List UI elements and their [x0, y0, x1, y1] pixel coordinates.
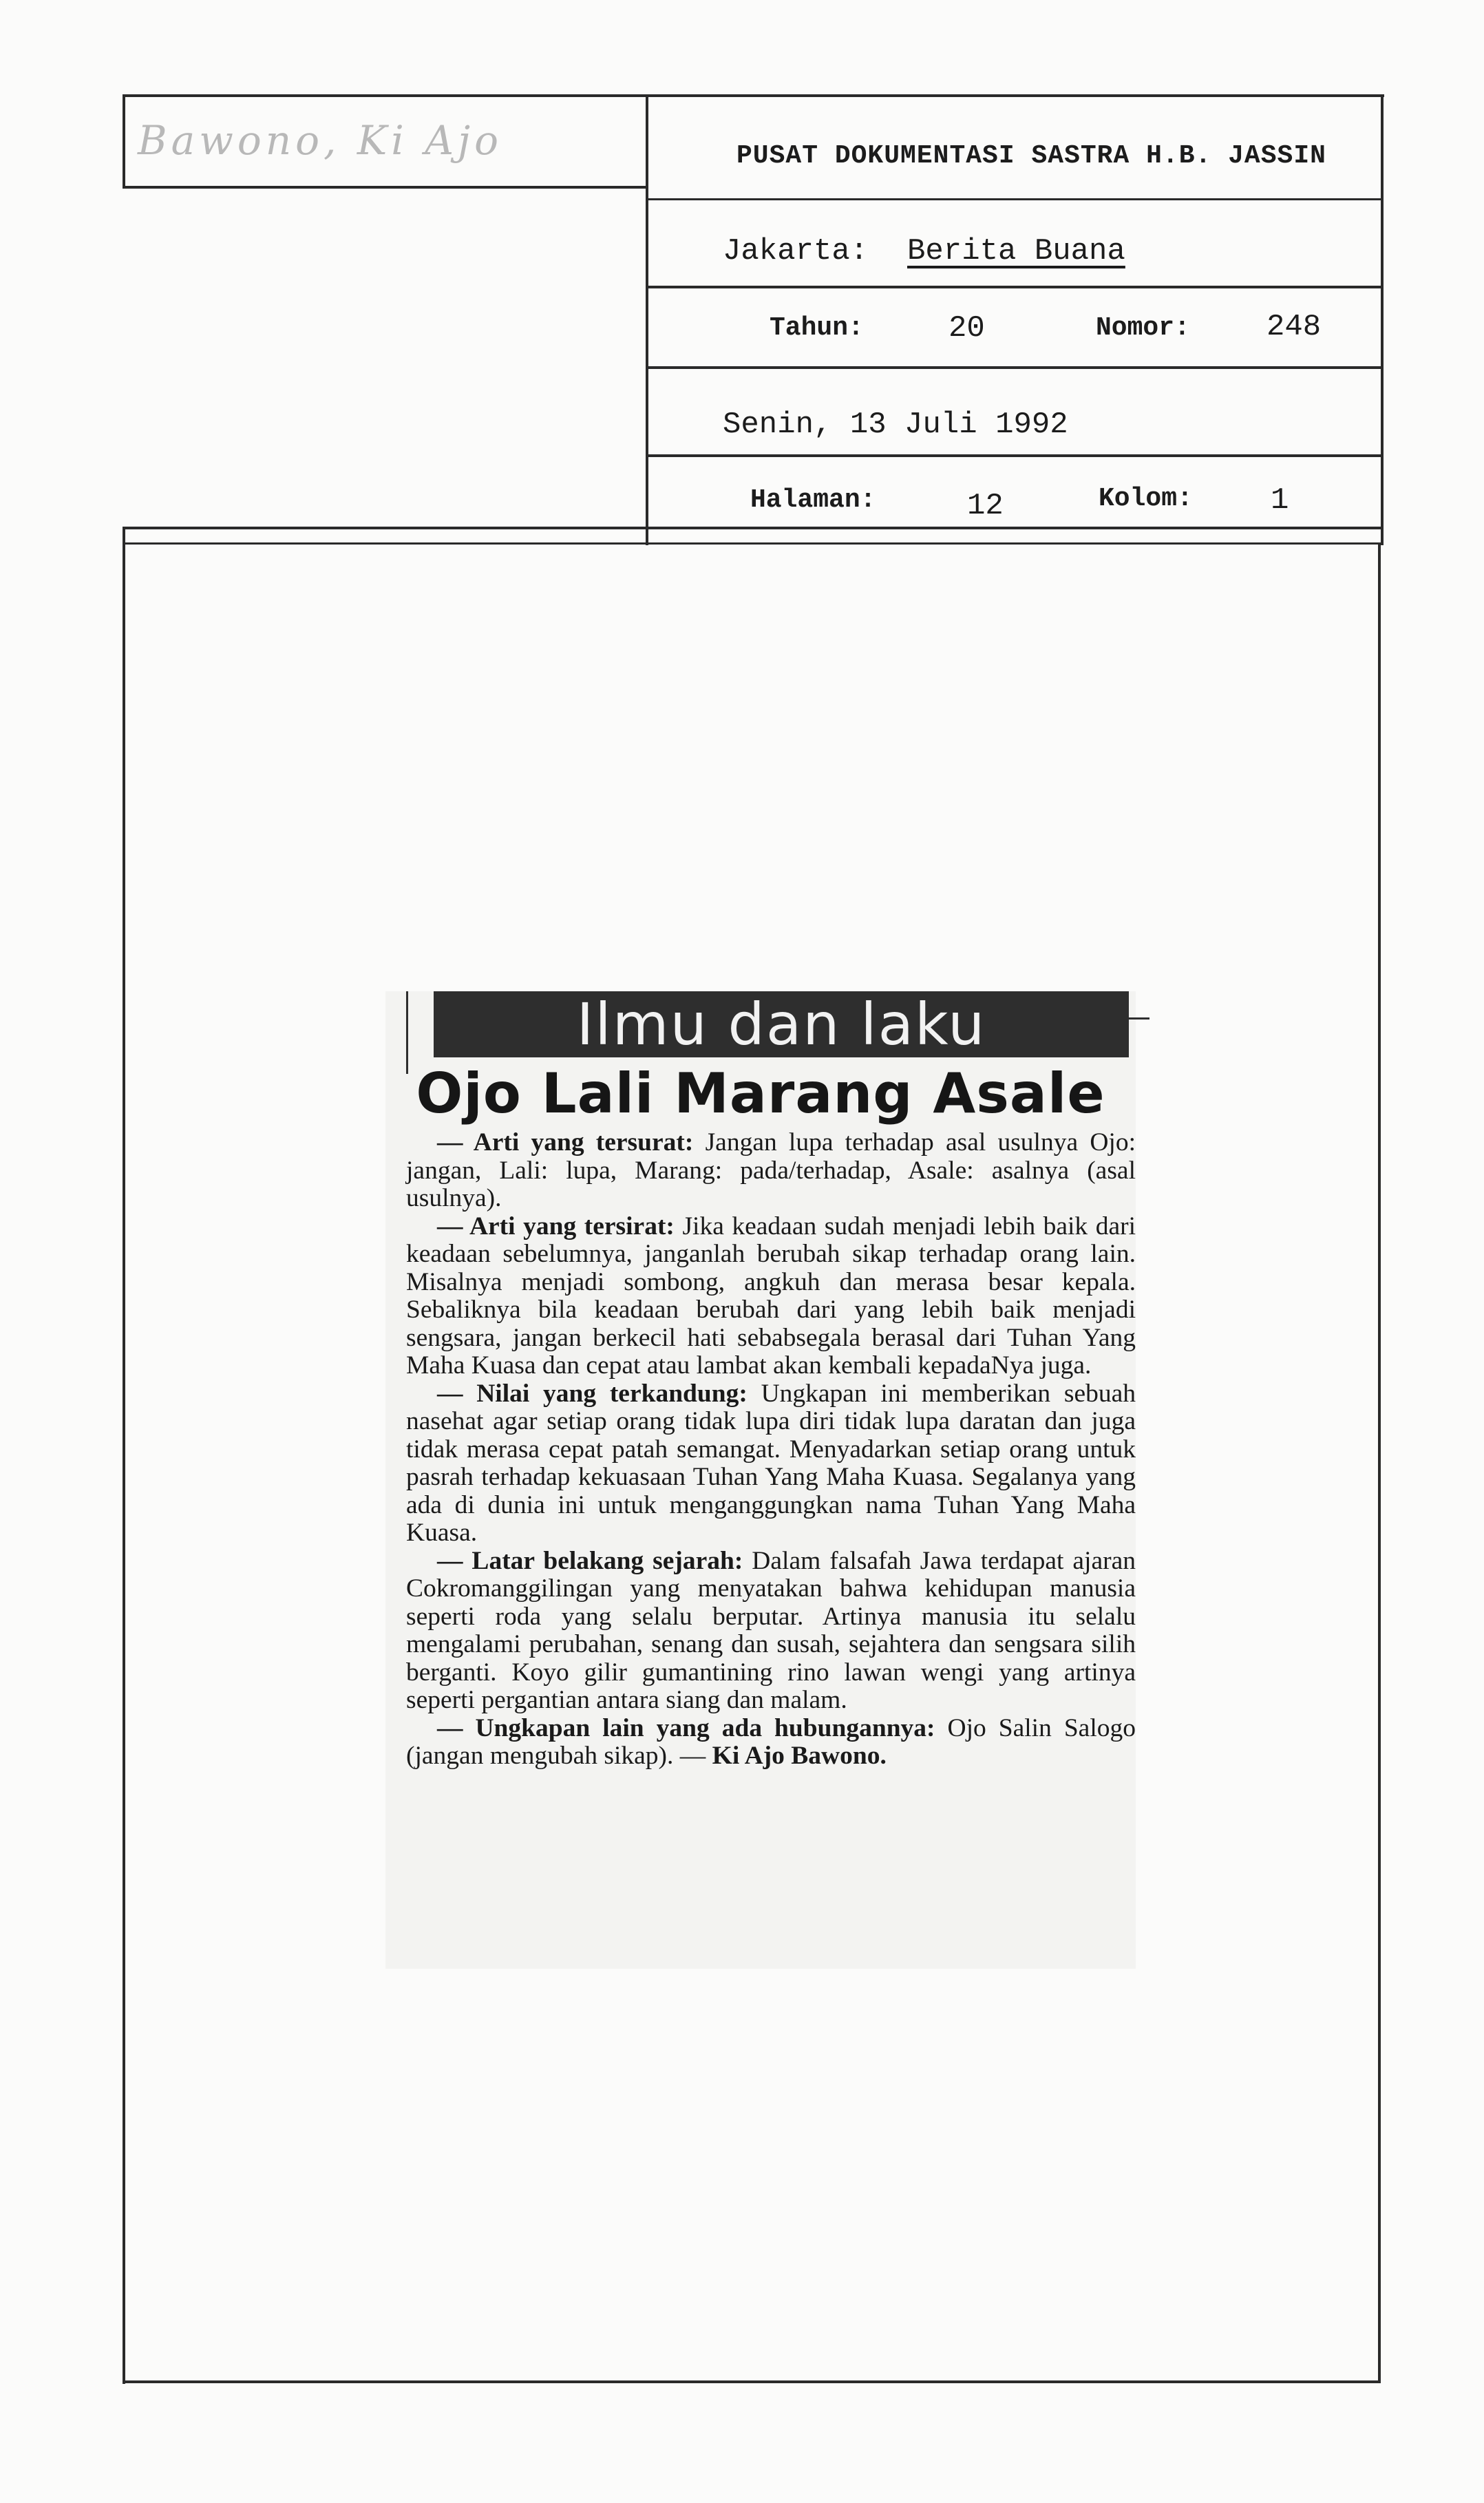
frame-top-rule [123, 527, 1384, 529]
signature-box-bottom-rule [123, 186, 646, 189]
tahun-value: 20 [948, 311, 985, 346]
article-paragraph [406, 1548, 1136, 1715]
publication-date: Senin, 13 Juli 1992 [723, 408, 1068, 442]
paragraph-label: — Nilai yang terkandung: [437, 1379, 748, 1408]
frame-left-border [123, 527, 125, 2384]
header-right-border [1381, 94, 1384, 545]
paragraph-label: — Arti yang tersurat: [437, 1128, 694, 1157]
header-top-rule [123, 94, 1384, 97]
article-paragraph [406, 1213, 1136, 1380]
article-author: Ki Ajo Bawono. [712, 1742, 887, 1770]
paragraph-label: — Ungkapan lain yang ada hubungannya: [437, 1713, 935, 1742]
halaman-value: 12 [967, 489, 1004, 523]
tahun-label: Tahun: [770, 313, 864, 343]
paragraph-label: — Arti yang tersirat: [437, 1212, 675, 1240]
paragraph-text: Jangan lupa terhadap asal usulnya Ojo: jangan, Lali: lupa, Marang: pada/terhadap, Asale: asalnya (asal usulnya). [406, 1128, 1136, 1212]
row-rule-3 [646, 366, 1384, 369]
rubric-banner: Ilmu dan laku [434, 991, 1129, 1057]
article-paragraph [406, 1715, 1136, 1771]
header-column-divider [646, 94, 648, 545]
city-label: Jakarta: [723, 234, 869, 268]
handwritten-signature: Bawono, Ki Ajo [138, 117, 503, 164]
header-left-border [123, 94, 125, 189]
row-rule-4 [646, 454, 1384, 457]
row-rule-1 [646, 198, 1384, 200]
paragraph-label: — Latar belakang sejarah: [437, 1546, 743, 1575]
paragraph-text: Dalam falsafah Jawa terdapat ajaran Cokromanggilingan yang menyatakan bahwa kehidupan manusia seperti roda yang selalu berputar. Artinya manusia itu selalu mengalami perubahan, senang dan susah, sejahtera dan sengsara silih berganti. Koyo gilir gumantining rino lawan wengi yang artinya seperti pergantian antara siang dan malam. [406, 1546, 1136, 1714]
row-rule-2 [646, 286, 1384, 288]
paragraph-text: Jika keadaan sudah menjadi lebih baik dari keadaan sebelumnya, janganlah berubah sikap terhadap orang lain. Misalnya menjadi sombong, angkuh dan merasa besar kepala. Sebaliknya bila keadaan berubah dari yang lebih baik menjadi sengsara, jangan berkecil hati sebabsegala berasal dari Tuhan Yang Maha Kuasa dan cepat atau lambat akan kembali kepadaNya juga. [406, 1212, 1136, 1380]
frame-top-rule-2 [123, 542, 1384, 545]
paragraph-text: Ojo Salin Salogo (jangan mengubah sikap). — [406, 1713, 1136, 1770]
clipping-border-mark [1129, 1017, 1149, 1020]
article-body [406, 1129, 1136, 1771]
newspaper-clipping [385, 991, 1136, 1969]
article-paragraph [406, 1380, 1136, 1548]
kolom-label: Kolom: [1099, 484, 1193, 514]
institution-name: PUSAT DOKUMENTASI SASTRA H.B. JASSIN [736, 141, 1326, 171]
nomor-value: 248 [1266, 310, 1322, 344]
publication-name: Berita Buana [907, 234, 1125, 268]
nomor-label: Nomor: [1096, 313, 1190, 343]
frame-right-border [1378, 544, 1381, 2382]
halaman-label: Halaman: [750, 485, 876, 515]
paragraph-text: Ungkapan ini memberikan sebuah nasehat agar setiap orang tidak lupa diri tidak lupa daratan dan juga tidak merasa cepat patah semangat. Menyadarkan setiap orang untuk pasrah terhadap kekuasaan Tuhan Yang Maha Kuasa. Segalanya yang ada di dunia ini untuk menganggungkan nama Tuhan Yang Maha Kuasa. [406, 1379, 1136, 1547]
frame-bottom-rule [123, 2380, 1381, 2383]
article-headline: Ojo Lali Marang Asale [416, 1062, 1105, 1126]
article-paragraph [406, 1129, 1136, 1213]
kolom-value: 1 [1271, 483, 1289, 518]
